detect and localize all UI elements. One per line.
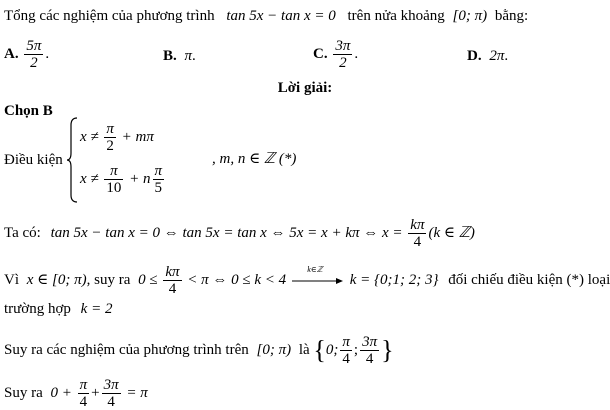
option-d-value: 2π xyxy=(489,48,505,64)
question-middle: trên nửa khoảng xyxy=(347,8,445,24)
step-1-prefix: Ta có: xyxy=(4,224,41,241)
step-3-interval: [0; π) xyxy=(256,341,292,358)
condition-line-1 xyxy=(80,121,154,154)
condition-line-1-lhs: x ≠ xyxy=(80,128,99,145)
step-1-tail: (k ∈ ℤ) xyxy=(428,224,475,241)
option-d-letter: D. xyxy=(467,48,482,64)
condition-label: Điều kiện xyxy=(4,152,63,168)
step-3-fraction-1 xyxy=(340,334,352,367)
option-b xyxy=(163,46,196,66)
option-c-fraction xyxy=(333,38,352,71)
condition-line-2-fraction-1 xyxy=(104,163,123,196)
step-2-c: k = {0;1; 2; 3} xyxy=(349,271,439,288)
question-intro: Tổng các nghiệm của phương trình xyxy=(4,8,215,24)
condition-system xyxy=(66,117,297,203)
step-3-text: Suy ra các nghiệm của phương trình trên xyxy=(4,341,249,358)
step-3-la: là xyxy=(298,341,310,358)
option-c-num: 3π xyxy=(335,38,351,54)
option-c-den: 2 xyxy=(339,55,347,71)
step-4-den-1: 4 xyxy=(79,394,88,410)
step-4-num-1: π xyxy=(79,377,88,393)
option-b-value: π xyxy=(184,48,193,64)
condition-line-2-plus: + n xyxy=(129,170,151,187)
step-4-fraction-2 xyxy=(102,377,121,410)
option-a-den: 2 xyxy=(30,55,38,71)
step-4-fraction-1 xyxy=(78,377,90,410)
option-a xyxy=(4,38,49,71)
step-3-fraction-2 xyxy=(360,334,379,367)
step-1-expr: tan 5x − tan x = 0 ⇔ tan 5x = tan x ⇔ 5x = x + kπ ⇔ x = xyxy=(50,224,403,241)
arrow-label: k∈ℤ xyxy=(307,264,323,274)
step-3-a: 0; xyxy=(325,341,339,358)
option-c-suffix: . xyxy=(354,45,359,62)
left-brace-icon xyxy=(66,117,78,203)
option-a-letter: A. xyxy=(4,45,19,62)
step-2-mid: , suy ra xyxy=(86,271,131,288)
step-4-plus: + xyxy=(91,384,100,401)
step-4 xyxy=(4,377,148,410)
question-line xyxy=(4,6,528,26)
condition-line-2-num: π xyxy=(104,163,123,180)
condition-line-2-den-2: 5 xyxy=(154,180,163,196)
step-3-sep: ; xyxy=(353,341,359,358)
question-end: bằng: xyxy=(494,8,529,24)
step-2b xyxy=(4,299,112,319)
step-2b-text: trường hợp xyxy=(4,301,71,317)
step-2-num: kπ xyxy=(165,264,180,280)
condition-line-2-lhs: x ≠ xyxy=(80,170,99,187)
step-3-den-1: 4 xyxy=(342,351,350,367)
option-c-letter: C. xyxy=(313,45,328,62)
option-a-num: 5π xyxy=(26,38,42,54)
option-a-suffix: . xyxy=(45,45,50,62)
condition-line-1-fraction xyxy=(104,121,116,154)
step-2-a: 0 ≤ xyxy=(138,271,158,288)
set-close-brace: } xyxy=(381,335,394,365)
step-2-den: 4 xyxy=(168,281,177,297)
condition-line-2-fraction-2 xyxy=(153,163,165,196)
step-2-fraction xyxy=(163,264,181,297)
answer-choice: Chọn B xyxy=(4,103,53,119)
step-1 xyxy=(4,217,475,250)
step-2-d: đối chiếu điều kiện (*) loại xyxy=(448,271,610,288)
set-open-brace: { xyxy=(313,335,326,365)
step-3-num-1: π xyxy=(342,334,350,350)
step-4-text: Suy ra xyxy=(4,384,43,401)
condition-line-2 xyxy=(80,163,166,196)
question-equation: tan 5x − tan x = 0 xyxy=(226,8,336,24)
step-3 xyxy=(4,334,394,367)
option-c xyxy=(313,38,358,71)
option-b-suffix: . xyxy=(192,48,196,64)
step-2-b: < π ⇔ 0 ≤ k < 4 xyxy=(187,271,287,288)
solution-title: Lời giải: xyxy=(277,80,333,96)
step-1-num: kπ xyxy=(410,217,425,233)
condition-params: , m, n ∈ ℤ (*) xyxy=(212,151,297,167)
step-4-eq: = π xyxy=(126,384,148,401)
option-b-letter: B. xyxy=(163,48,177,64)
step-4-num-2: 3π xyxy=(103,377,119,393)
condition-line-2-den: 10 xyxy=(106,180,122,196)
condition-line-1-den: 2 xyxy=(106,138,114,154)
step-2b-expr: k = 2 xyxy=(80,301,113,317)
long-right-arrow-icon xyxy=(292,264,344,288)
step-3-den-2: 4 xyxy=(365,351,374,367)
step-2-cond: x ∈ [0; π) xyxy=(26,271,87,288)
step-3-num-2: 3π xyxy=(362,334,378,350)
step-2 xyxy=(4,264,610,297)
condition-line-1-rhs: + mπ xyxy=(121,128,154,145)
option-d-suffix: . xyxy=(504,48,509,64)
step-4-den-2: 4 xyxy=(107,394,115,410)
question-interval: [0; π) xyxy=(452,8,488,24)
step-1-fraction xyxy=(408,217,426,250)
condition-line-2-num-2: π xyxy=(154,163,163,179)
option-a-fraction xyxy=(24,38,43,71)
condition-line-1-num: π xyxy=(106,121,114,137)
step-4-a: 0 + xyxy=(50,384,72,401)
step-1-den: 4 xyxy=(413,234,422,250)
step-2-prefix: Vì xyxy=(4,271,19,288)
option-d xyxy=(467,46,508,66)
